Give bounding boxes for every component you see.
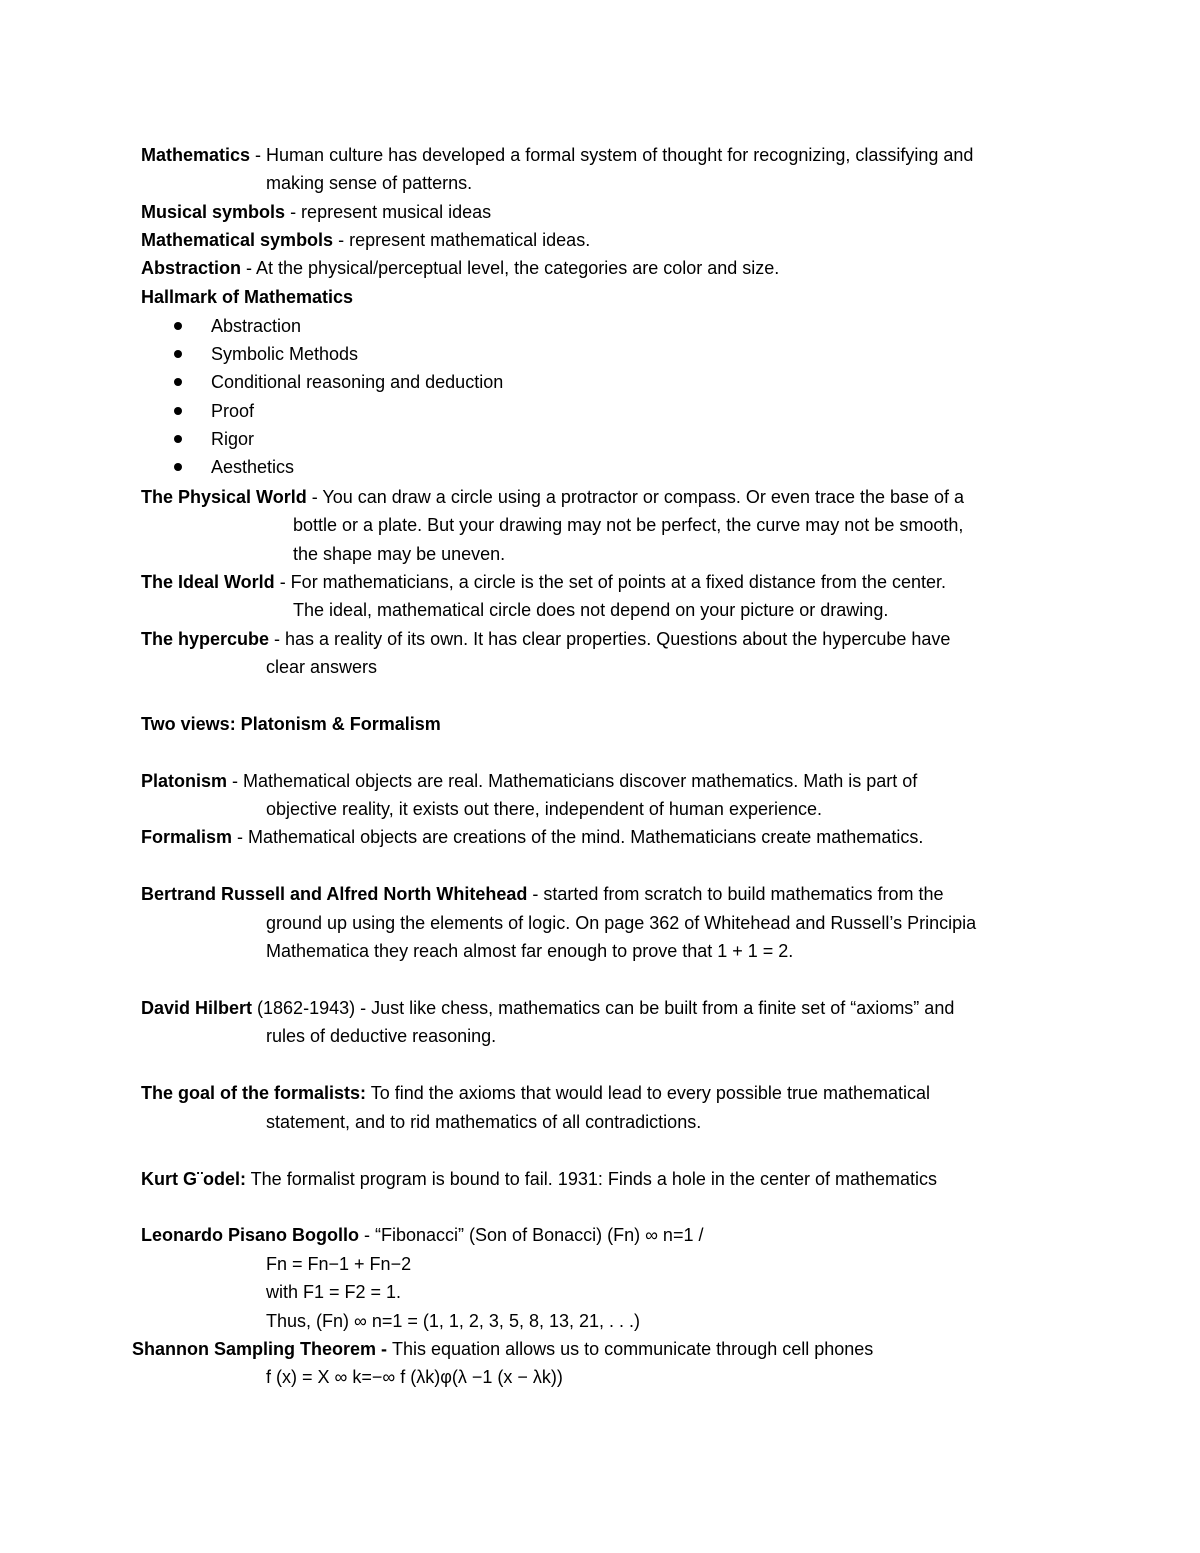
term-godel: Kurt G¨odel: bbox=[141, 1169, 246, 1189]
definition-hypercube-line-2: clear answers bbox=[266, 657, 378, 677]
entry-hypercube bbox=[141, 625, 950, 653]
term-physical-world: The Physical World bbox=[141, 487, 307, 507]
list-item-label: Rigor bbox=[211, 429, 255, 449]
term-russell-whitehead: Bertrand Russell and Alfred North Whitehead bbox=[141, 884, 528, 904]
term-formalists-goal: The goal of the formalists: bbox=[141, 1083, 367, 1103]
list-item-label: Abstraction bbox=[211, 316, 302, 336]
definition-russell-line-1: - started from scratch to build mathematics from the bbox=[527, 884, 944, 904]
list-item-label: Proof bbox=[211, 401, 255, 421]
definition-physical-world-line-2: bottle or a plate. But your drawing may not be perfect, the curve may not be smooth, bbox=[293, 515, 964, 535]
list-item-label: Symbolic Methods bbox=[211, 344, 359, 364]
definition-shannon: This equation allows us to communicate through cell phones bbox=[392, 1339, 874, 1359]
definition-formalism: - Mathematical objects are creations of the mind. Mathematicians create mathematics. bbox=[232, 827, 924, 847]
definition-godel: The formalist program is bound to fail. 1931: Finds a hole in the center of mathematics bbox=[246, 1169, 938, 1189]
definition-formalists-goal-line-1: To find the axioms that would lead to every possible true mathematical bbox=[366, 1083, 930, 1103]
term-musical-symbols: Musical symbols bbox=[141, 202, 286, 222]
term-platonism: Platonism bbox=[141, 771, 228, 791]
term-formalism: Formalism bbox=[141, 827, 233, 847]
definition-russell-line-3: Mathematica they reach almost far enough to prove that 1 + 1 = 2. bbox=[266, 941, 794, 961]
definition-hypercube-line-1: - has a reality of its own. It has clear properties. Questions about the hypercube have bbox=[269, 629, 951, 649]
entry-formalists-goal bbox=[141, 1079, 930, 1107]
entry-godel bbox=[141, 1165, 937, 1193]
bullet-icon bbox=[174, 435, 182, 443]
definition-abstraction: - At the physical/perceptual level, the categories are color and size. bbox=[241, 258, 780, 278]
entry-ideal-world bbox=[141, 568, 946, 596]
term-mathematics: Mathematics bbox=[141, 145, 251, 165]
definition-musical-symbols: - represent musical ideas bbox=[285, 202, 492, 222]
term-hypercube: The hypercube bbox=[141, 629, 270, 649]
fibonacci-sequence: Thus, (Fn) ∞ n=1 = (1, 1, 2, 3, 5, 8, 13, 21, . . .) bbox=[266, 1311, 641, 1331]
term-hilbert: David Hilbert bbox=[141, 998, 253, 1018]
entry-platonism bbox=[141, 767, 917, 795]
definition-formalists-goal-line-2: statement, and to rid mathematics of all contradictions. bbox=[266, 1112, 702, 1132]
definition-hilbert-line-1: (1862-1943) - Just like chess, mathematics can be built from a finite set of “axioms” and bbox=[252, 998, 955, 1018]
entry-physical-world bbox=[141, 483, 964, 511]
entry-mathematics bbox=[141, 141, 973, 169]
list-item-label: Aesthetics bbox=[211, 457, 295, 477]
term-ideal-world: The Ideal World bbox=[141, 572, 275, 592]
definition-hilbert-line-2: rules of deductive reasoning. bbox=[266, 1026, 497, 1046]
two-views-heading: Two views: Platonism & Formalism bbox=[141, 714, 441, 734]
entry-fibonacci bbox=[141, 1221, 703, 1249]
entry-musical-symbols bbox=[141, 198, 491, 226]
definition-ideal-world-line-2: The ideal, mathematical circle does not depend on your picture or drawing. bbox=[293, 600, 889, 620]
definition-ideal-world-line-1: - For mathematicians, a circle is the set of points at a fixed distance from the center. bbox=[274, 572, 946, 592]
definition-mathematics-line-1: - Human culture has developed a formal system of thought for recognizing, classifying and bbox=[250, 145, 974, 165]
entry-formalism bbox=[141, 823, 923, 851]
entry-hilbert bbox=[141, 994, 954, 1022]
term-mathematical-symbols: Mathematical symbols bbox=[141, 230, 334, 250]
shannon-formula: f (x) = X ∞ k=−∞ f (λk)φ(λ −1 (x − λk)) bbox=[266, 1367, 563, 1387]
definition-mathematical-symbols: - represent mathematical ideas. bbox=[333, 230, 591, 250]
definition-platonism-line-2: objective reality, it exists out there, independent of human experience. bbox=[266, 799, 822, 819]
term-fibonacci: Leonardo Pisano Bogollo bbox=[141, 1225, 360, 1245]
entry-mathematical-symbols bbox=[141, 226, 590, 254]
list-item-label: Conditional reasoning and deduction bbox=[211, 372, 504, 392]
fibonacci-initial-values: with F1 = F2 = 1. bbox=[266, 1282, 402, 1302]
term-shannon: Shannon Sampling Theorem - bbox=[132, 1339, 393, 1359]
bullet-icon bbox=[174, 322, 182, 330]
definition-mathematics-line-2: making sense of patterns. bbox=[266, 173, 473, 193]
definition-fibonacci-line-1: - “Fibonacci” (Son of Bonacci) (Fn) ∞ n=1 / bbox=[359, 1225, 704, 1245]
fibonacci-recurrence: Fn = Fn−1 + Fn−2 bbox=[266, 1254, 412, 1274]
definition-physical-world-line-1: - You can draw a circle using a protractor or compass. Or even trace the base of a bbox=[306, 487, 965, 507]
entry-russell-whitehead bbox=[141, 880, 944, 908]
hallmark-heading: Hallmark of Mathematics bbox=[141, 287, 354, 307]
bullet-icon bbox=[174, 350, 182, 358]
term-abstraction: Abstraction bbox=[141, 258, 242, 278]
definition-russell-line-2: ground up using the elements of logic. On page 362 of Whitehead and Russell’s Principia bbox=[266, 913, 977, 933]
definition-platonism-line-1: - Mathematical objects are real. Mathematicians discover mathematics. Math is part of bbox=[227, 771, 918, 791]
bullet-icon bbox=[174, 407, 182, 415]
bullet-icon bbox=[174, 463, 182, 471]
bullet-icon bbox=[174, 378, 182, 386]
entry-shannon bbox=[132, 1335, 873, 1363]
definition-physical-world-line-3: the shape may be uneven. bbox=[293, 544, 506, 564]
entry-abstraction bbox=[141, 254, 779, 282]
